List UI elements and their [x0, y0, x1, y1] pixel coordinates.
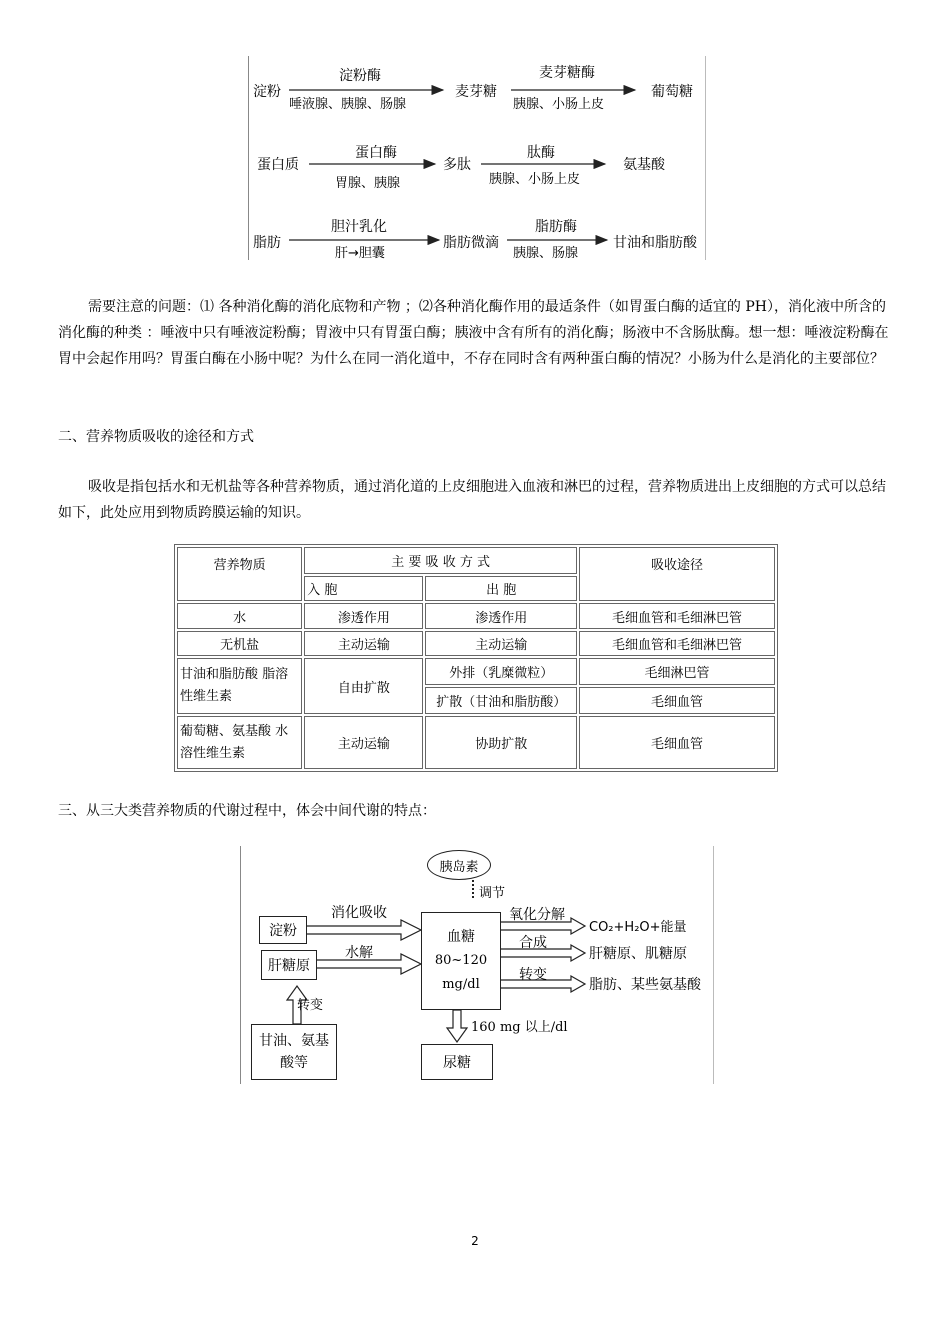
cell-out: 主动运输 [425, 631, 577, 656]
cell-in: 自由扩散 [304, 658, 423, 715]
absorption-table [174, 544, 778, 772]
synth-label: 合成 [519, 935, 547, 951]
maltase-label: 麦芽糖酶 [539, 65, 595, 81]
regulate-label: 调节 [479, 886, 506, 901]
table-row [177, 631, 775, 656]
cell-out: 渗透作用 [425, 603, 577, 628]
amino-acid-label: 氨基酸 [623, 157, 665, 173]
header-nutrient: 营养物质 [177, 547, 302, 601]
protein-label: 蛋白质 [257, 157, 299, 173]
section-heading-metabolism: 三、从三大类营养物质的代谢过程中，体会中间代谢的特点： [58, 803, 436, 819]
cell-out: 协助扩散 [425, 716, 577, 769]
cell-route: 毛细血管 [579, 716, 775, 769]
blood-sugar-range: 80~120 [434, 953, 488, 968]
threshold-label: 160 mg 以上/dl [471, 1020, 568, 1035]
amylase-source: 唾液腺、胰腺、肠腺 [289, 97, 407, 112]
insulin-node: 胰岛素 [427, 850, 491, 880]
peptidase-label: 肽酶 [527, 145, 555, 161]
cell-nutrient: 甘油和脂肪酸 脂溶性维生素 [177, 658, 302, 715]
bile-source: 肝→胆囊 [335, 246, 385, 261]
table-row [177, 658, 775, 685]
protease-source: 胃腺、胰腺 [335, 176, 401, 191]
cell-nutrient: 水 [177, 603, 302, 628]
oxidize-product: CO₂+H₂O+能量 [589, 920, 687, 935]
blood-sugar-node [421, 912, 501, 1010]
cell-route: 毛细血管 [579, 687, 775, 714]
maltase-source: 胰腺、小肠上皮 [513, 97, 605, 112]
header-in: 入 胞 [304, 576, 423, 601]
fat-droplet-label: 脂肪微滴 [443, 235, 499, 251]
maltose-label: 麦芽糖 [455, 84, 497, 100]
cell-in: 主动运输 [304, 631, 423, 656]
liver-glycogen-node: 肝糖原 [261, 950, 317, 980]
lipase-source: 胰腺、肠腺 [513, 246, 579, 261]
header-out: 出 胞 [425, 576, 577, 601]
polypeptide-label: 多肽 [443, 157, 471, 173]
header-route: 吸收途径 [579, 547, 775, 601]
cell-in: 渗透作用 [304, 603, 423, 628]
fat-label: 脂肪 [253, 235, 281, 251]
glycerol-node: 甘油、氨基酸等 [251, 1024, 337, 1080]
urine-sugar-node: 尿糖 [421, 1044, 493, 1080]
blood-sugar-label: 血糖 [447, 929, 475, 945]
header-mode: 主 要 吸 收 方 式 [304, 547, 577, 574]
paragraph-absorption: 吸收是指包括水和无机盐等各种营养物质，通过消化道的上皮细胞进入血液和淋巴的过程，营养物质进出上皮细胞的方式可以总结如下，此处应用到物质跨膜运输的知识。 [58, 479, 886, 521]
peptidase-source: 胰腺、小肠上皮 [489, 172, 581, 187]
transform-label: 转变 [519, 967, 547, 983]
starch-label: 淀粉 [253, 84, 281, 100]
digest-absorb-label: 消化吸收 [331, 905, 387, 921]
cell-route: 毛细血管和毛细淋巴管 [579, 603, 775, 628]
bile-label: 胆汁乳化 [331, 219, 387, 235]
page-number: 2 [471, 1234, 479, 1248]
cell-route: 毛细血管和毛细淋巴管 [579, 631, 775, 656]
digestion-diagram [248, 56, 706, 260]
blood-sugar-unit: mg/dl [442, 977, 480, 992]
hydrolysis-label: 水解 [345, 945, 373, 961]
transform-product: 脂肪、某些氨基酸 [589, 977, 701, 993]
lipase-label: 脂肪酶 [535, 219, 577, 235]
table-row [177, 603, 775, 628]
metabolism-diagram [240, 846, 714, 1084]
cell-nutrient: 无机盐 [177, 631, 302, 656]
section-heading-absorption: 二、营养物质吸收的途径和方式 [58, 429, 254, 445]
protease-label: 蛋白酶 [355, 145, 397, 161]
cell-in: 主动运输 [304, 716, 423, 769]
transform-up-label: 转变 [297, 998, 324, 1013]
oxidize-label: 氧化分解 [509, 907, 565, 923]
glycerol-fatty-acid-label: 甘油和脂肪酸 [613, 235, 697, 251]
cell-out: 外排（乳糜微粒） [425, 658, 577, 685]
synth-product: 肝糖原、肌糖原 [589, 946, 687, 962]
cell-route: 毛细淋巴管 [579, 658, 775, 685]
cell-nutrient: 葡萄糖、氨基酸 水溶性维生素 [177, 716, 302, 769]
paragraph-notes: 需要注意的问题：⑴ 各种消化酶的消化底物和产物 ；⑵各种消化酶作用的最适条件（如胃蛋白酶的适宜的 PH），消化液中所含的消化酶的种类 ：唾液中只有唾液淀粉酶；胃液中只有胃蛋白酶；胰液中含有所有的消化酶；肠液中不含肠肽酶。想一想：唾液淀粉酶在胃中会起作用吗？胃蛋白酶在小肠中呢？为什么在同一消化道中，不存在同时含有两种蛋白酶的情况？小肠为什么是消化的主要部位？ [58, 299, 889, 367]
cell-out: 扩散（甘油和脂肪酸） [425, 687, 577, 714]
table-row [177, 716, 775, 769]
amylase-label: 淀粉酶 [339, 68, 381, 84]
glucose-label: 葡萄糖 [651, 84, 693, 100]
starch-node: 淀粉 [259, 916, 307, 944]
